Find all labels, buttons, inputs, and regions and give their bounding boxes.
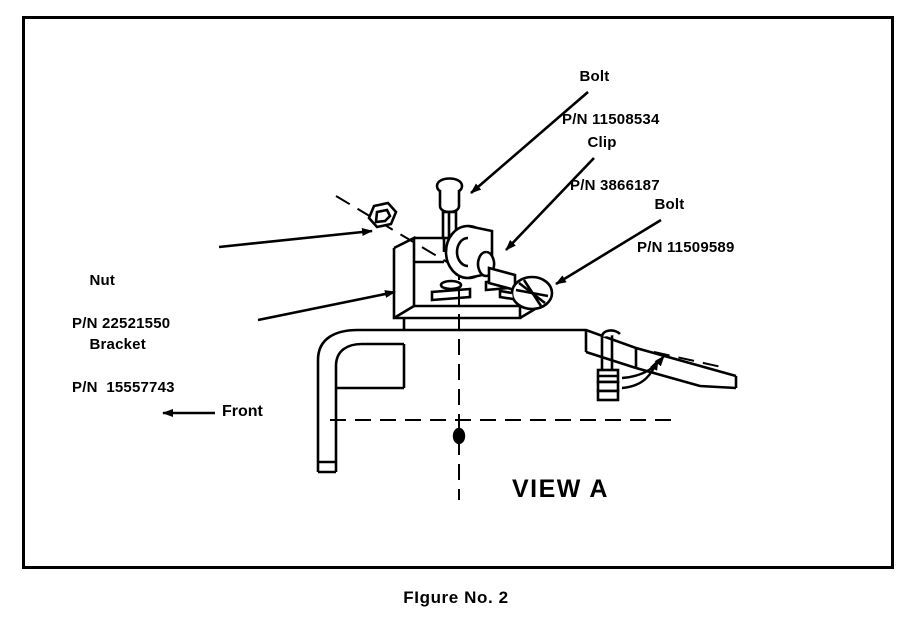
callout-part-number: P/N 3866187 [570, 177, 660, 195]
callout-name: Bracket [89, 335, 146, 353]
callout-name: Nut [89, 271, 116, 289]
figure-caption: FIgure No. 2 [403, 588, 509, 607]
callout-part-number: P/N 22521550 [72, 315, 171, 333]
callout-name: Bolt [579, 67, 610, 85]
view-a-label: VIEW A [512, 475, 609, 503]
callout-bolt-11509589 [637, 172, 734, 303]
callout-part-number: P/N 15557743 [72, 379, 175, 397]
front-direction-label: Front [222, 403, 263, 420]
callout-part-number: P/N 11509589 [637, 239, 735, 257]
callout-bracket-15557743 [72, 312, 175, 443]
callout-part-number: P/N 11508534 [562, 111, 660, 129]
callout-name: Bolt [654, 195, 685, 213]
callout-name: Clip [587, 133, 617, 151]
